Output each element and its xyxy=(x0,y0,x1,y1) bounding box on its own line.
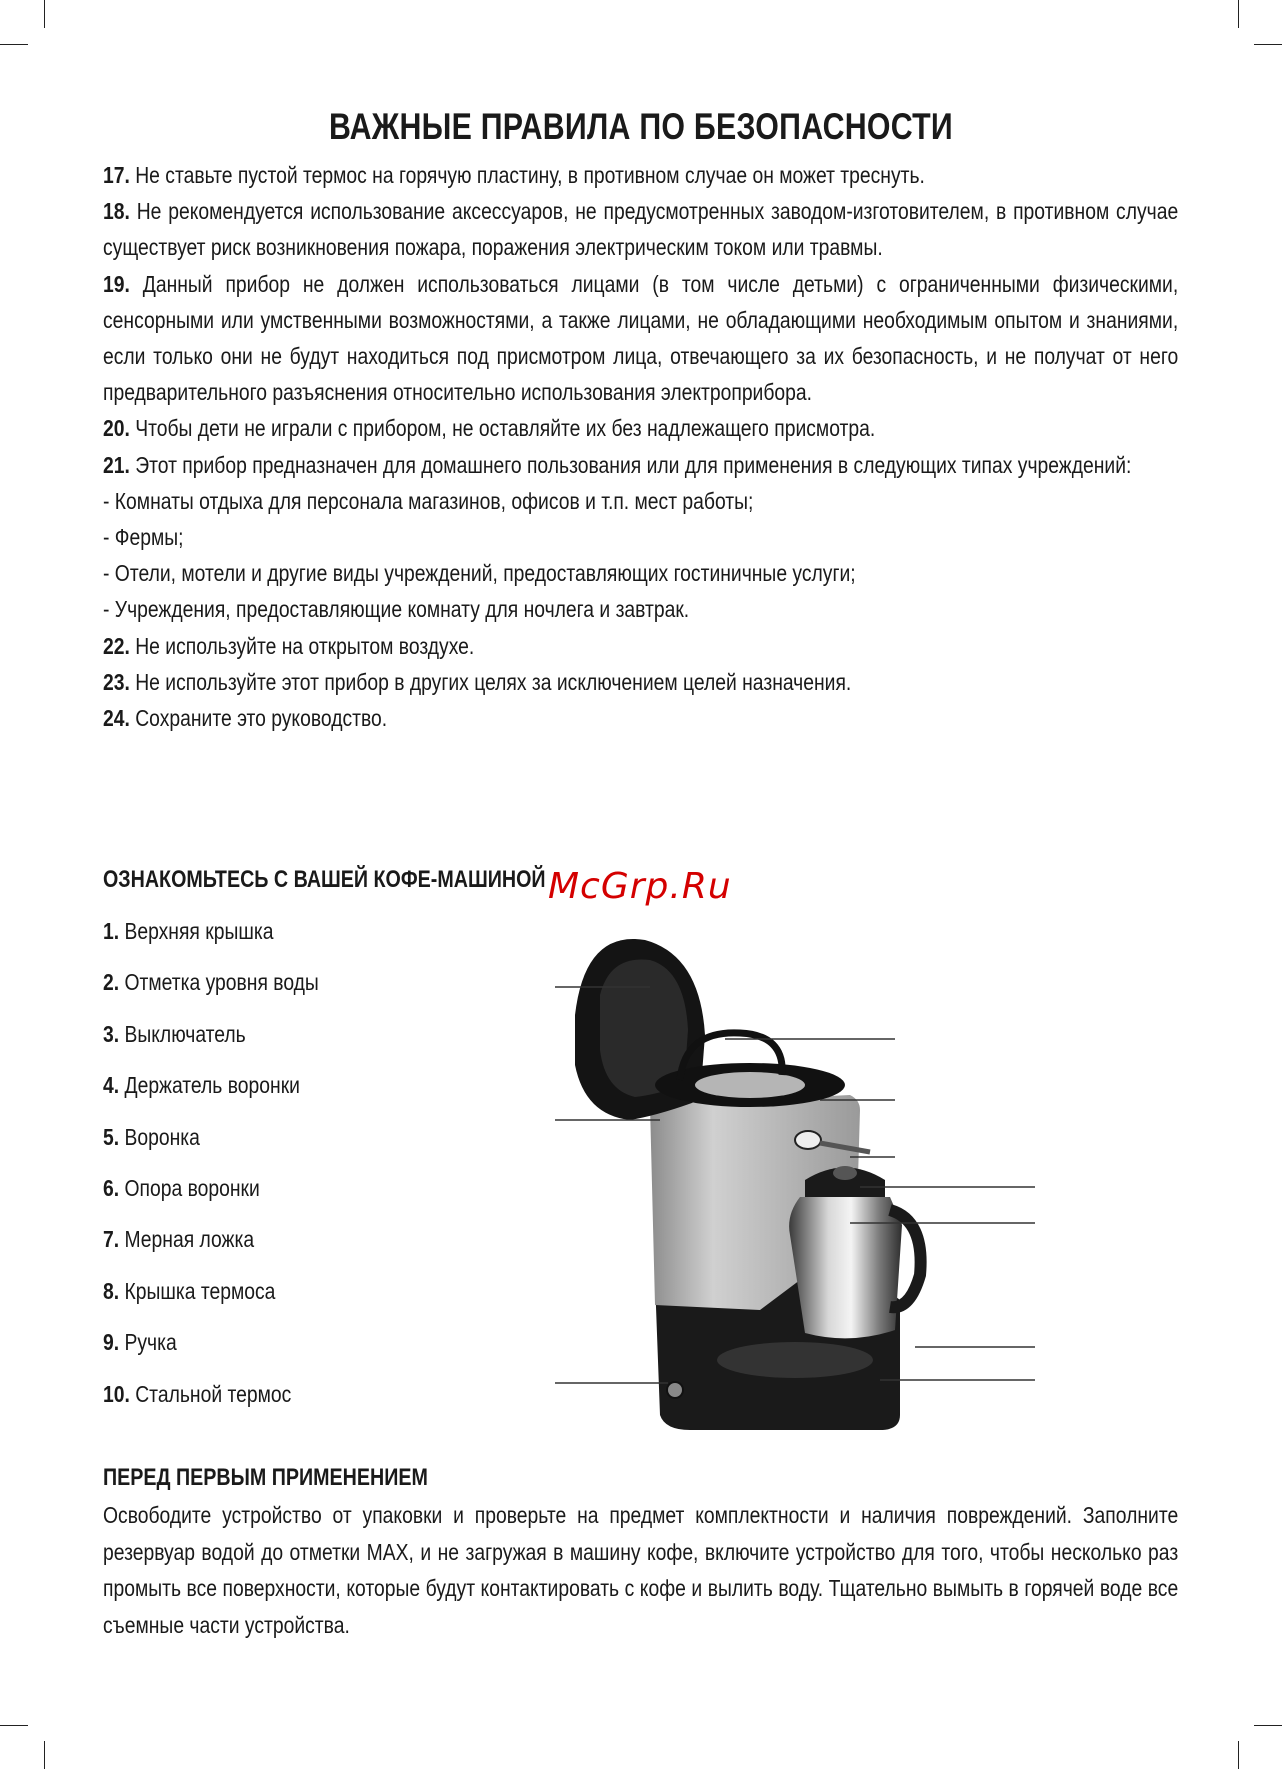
switch-icon xyxy=(667,1382,683,1398)
page-title: ВАЖНЫЕ ПРАВИЛА ПО БЕЗОПАСНОСТИ xyxy=(329,106,953,147)
part-number: 5. xyxy=(103,1123,120,1150)
rule-text: Этот прибор предназначен для домашнего пользования или для применения в следующих типах учреждений: xyxy=(135,451,1132,478)
part-label: Мерная ложка xyxy=(124,1226,255,1253)
rule-text: Не используйте этот прибор в других целях за исключением целей назначения. xyxy=(135,668,852,695)
part-number: 7. xyxy=(103,1226,120,1253)
machine-section-title: ОЗНАКОМЬТЕСЬ С ВАШЕЙ КОФЕ-МАШИНОЙ xyxy=(103,866,546,893)
part-number: 4. xyxy=(103,1072,120,1099)
part-number: 3. xyxy=(103,1020,120,1047)
filter-funnel xyxy=(695,1072,805,1098)
rule-number: 20. xyxy=(103,415,130,442)
thermos-knob xyxy=(833,1166,857,1180)
watermark: McGrp.Ru xyxy=(548,866,732,907)
rule-item xyxy=(103,628,1178,664)
crop-mark xyxy=(44,0,45,28)
part-label: Ручка xyxy=(124,1329,177,1356)
part-number: 10. xyxy=(103,1380,130,1407)
crop-mark xyxy=(1254,1725,1282,1726)
warming-plate xyxy=(717,1342,873,1378)
institution-item: - Комнаты отдыха для персонала магазинов, офисов и т.п. мест работы; xyxy=(103,487,754,514)
part-number: 6. xyxy=(103,1174,120,1201)
safety-rules xyxy=(103,157,1178,736)
rule-item xyxy=(103,410,1178,446)
rule-item xyxy=(103,266,1178,411)
rule-number: 18. xyxy=(103,198,130,225)
part-item xyxy=(103,1021,319,1072)
rule-text: Сохраните это руководство. xyxy=(135,705,388,732)
part-item xyxy=(103,918,319,969)
part-label: Крышка термоса xyxy=(124,1277,276,1304)
part-label: Стальной термос xyxy=(135,1380,292,1407)
rule-number: 21. xyxy=(103,451,130,478)
part-number: 1. xyxy=(103,918,120,944)
part-label: Верхняя крышка xyxy=(124,918,274,944)
measuring-spoon xyxy=(795,1131,821,1149)
rule-text: Не используйте на открытом воздухе. xyxy=(135,632,475,659)
coffee-machine-illustration xyxy=(550,935,1040,1430)
rule-number: 22. xyxy=(103,632,130,659)
rule-number: 17. xyxy=(103,162,130,188)
first-use-title: ПЕРЕД ПЕРВЫМ ПРИМЕНЕНИЕМ xyxy=(103,1464,428,1491)
rule-text: Данный прибор не должен использоваться лицами (в том числе детьми) с ограниченными физическими, сенсорными или умственными возможностями, а также лицами, не обладающими необходимым опытом и знаниями, если только они не будут находиться под присмотром лица, отвечающего за их безопасность, и не получат от него предварительного разъяснения относительно использования электроприбора. xyxy=(103,270,1179,406)
part-item xyxy=(103,1278,319,1329)
part-label: Отметка уровня воды xyxy=(124,969,319,996)
first-use-text: Освободите устройство от упаковки и проверьте на предмет комплектности и наличия повреждений. Заполните резервуар водой до отметки MAX, и не загружая в машину кофе, включите устройство для того, чтобы несколько раз промыть все поверхности, которые будут контактировать с кофе и вылить воду. Тщательно вымыть в горячей воде все съемные части устройства. xyxy=(103,1502,1179,1638)
rule-text: Чтобы дети не играли с прибором, не оставляйте их без надлежащего присмотра. xyxy=(135,415,876,442)
part-item xyxy=(103,969,319,1020)
institution-item: - Отели, мотели и другие виды учреждений, предоставляющих гостиничные услуги; xyxy=(103,560,856,587)
rule-text: Не рекомендуется использование аксессуаров, не предусмотренных заводом-изготовителем, в противном случае существует риск возникновения пожара, поражения электрическим током или травмы. xyxy=(103,198,1179,261)
institution-item: - Учреждения, предоставляющие комнату для ночлега и завтрак. xyxy=(103,596,690,623)
crop-mark xyxy=(44,1741,45,1769)
part-label: Держатель воронки xyxy=(124,1072,300,1099)
rule-item xyxy=(103,157,1178,193)
part-item xyxy=(103,1329,319,1380)
rule-item xyxy=(103,664,1178,700)
rule-text: Не ставьте пустой термос на горячую пластину, в противном случае он может треснуть. xyxy=(135,162,925,188)
part-label: Воронка xyxy=(124,1123,200,1150)
part-item xyxy=(103,1381,319,1432)
part-label: Выключатель xyxy=(124,1020,246,1047)
part-label: Опора воронки xyxy=(124,1174,260,1201)
part-number: 9. xyxy=(103,1329,120,1356)
part-number: 2. xyxy=(103,969,120,996)
crop-mark xyxy=(1238,1741,1239,1769)
part-item xyxy=(103,1124,319,1175)
rule-item xyxy=(103,700,1178,736)
part-item xyxy=(103,1226,319,1277)
rule-number: 24. xyxy=(103,705,130,732)
rule-item xyxy=(103,193,1178,265)
rule-number: 19. xyxy=(103,270,130,297)
part-item xyxy=(103,1072,319,1123)
rule-number: 23. xyxy=(103,668,130,695)
institution-item: - Фермы; xyxy=(103,524,184,551)
crop-mark xyxy=(1238,0,1239,28)
crop-mark xyxy=(1254,44,1282,45)
parts-list xyxy=(103,918,319,1432)
part-item xyxy=(103,1175,319,1226)
crop-mark xyxy=(0,1725,28,1726)
part-number: 8. xyxy=(103,1277,120,1304)
thermos-body xyxy=(789,1197,902,1338)
rule-item xyxy=(103,447,1178,483)
crop-mark xyxy=(0,44,28,45)
